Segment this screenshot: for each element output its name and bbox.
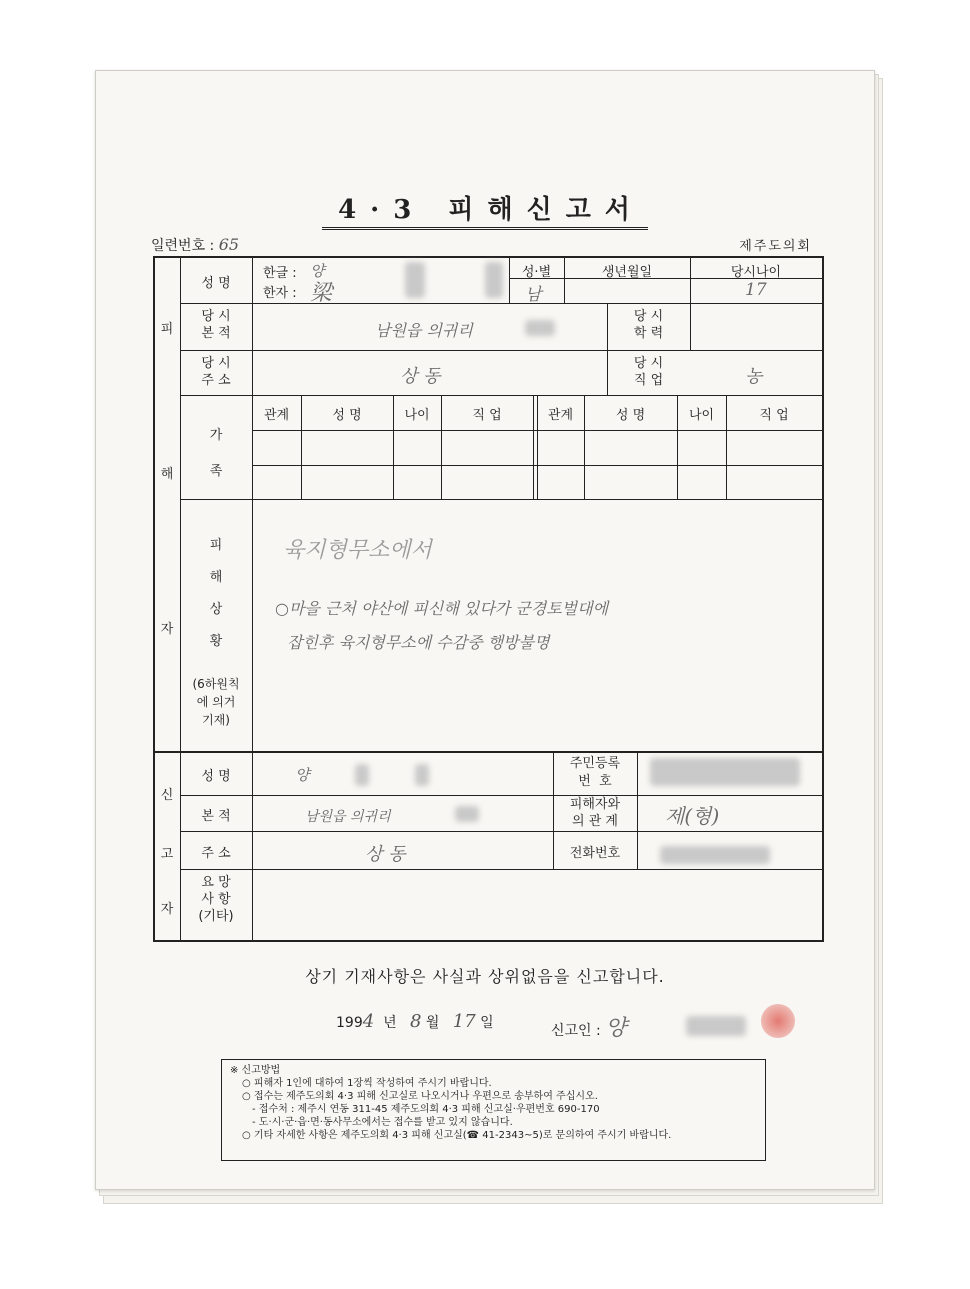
origin-label: 당 시 본 적 [201,309,231,341]
year-prefix: 199 [336,1015,363,1031]
year-digit: 4 [362,1011,375,1032]
redacted-phone [660,846,770,864]
notice-heading: ※ 신고방법 [230,1065,281,1076]
age-value: 17 [745,280,767,300]
day-label: 일 [480,1015,494,1031]
serial-label: 일련번호 : [151,238,215,254]
reporter-section-label [155,898,179,917]
family-header-job-2: 직 업 [759,408,789,423]
divider [180,350,822,351]
family-header-age: 나이 [404,408,430,423]
reg-number-label: 주민등록 번 호 [569,756,621,789]
redacted-name [405,262,425,298]
serial-value: 65 [218,235,240,254]
notice-line: - 접수처 : 제주시 연동 311-45 제주도의회 4·3 피해 신고실·우편번호 690-170 [252,1104,600,1115]
family-header-name: 성 명 [332,408,362,423]
hanja-label: 한자 : [263,286,297,301]
damage-label: 피 해 상 황 [209,538,223,649]
reporter-address-label: 주 소 [201,846,231,861]
council-name: 제주도의회 [739,239,812,254]
phone-label: 전화번호 [569,846,621,861]
family-header-name-2: 성 명 [615,408,646,423]
year-label: 년 [383,1015,397,1031]
age-label: 당시나이 [730,265,782,280]
reporter-label-char: 고 [160,847,174,862]
job-label: 당 시 직 업 [633,356,664,388]
damage-note: (6하원칙 에 의거 기재) [192,677,240,727]
education-label: 당 시 학 력 [633,309,664,341]
reporter-label-char: 자 [160,902,174,917]
victim-section-label [155,618,179,637]
redacted-address [525,320,555,336]
victim-section-label [155,318,179,337]
hangul-label: 한글 : [263,266,297,281]
month-value: 8 [409,1011,422,1032]
victim-label-char: 피 [160,322,174,337]
reporter-origin-label: 본 적 [201,809,231,824]
redacted-reporter-name [415,764,429,786]
family-header-age-2: 나이 [688,408,715,423]
notice-line: ○ 기타 자세한 사항은 제주도의회 4·3 피해 신고실(☎ 41-2343~5)로 문의하여 주시기 바랍니다. [242,1130,672,1141]
divider [180,795,822,796]
victim-hangul-name: 양 [310,262,325,280]
report-form-table [153,256,824,942]
request-label: 요 망 사 항 (기타) [198,875,234,924]
family-label: 가 족 [209,428,223,479]
report-sheet [95,70,875,1190]
reporter-label-char: 신 [160,788,174,803]
reporter-name: 양 [295,766,310,784]
victim-label-char: 해 [160,467,174,482]
birth-label: 생년월일 [601,265,653,280]
reporter-section-label [155,784,179,803]
sex-value: 남 [525,285,542,305]
address-value: 상 동 [400,366,441,387]
divider [252,258,253,940]
victim-hanja-name: 梁 [310,281,333,306]
relation-label: 피해자와 의 관 계 [569,797,621,829]
family-header-relation-2: 관계 [547,408,574,423]
divider [180,831,822,832]
damage-text-3: 잡힌후 육지형무소에 수감중 행방불명 [287,633,550,652]
sex-label: 성·별 [521,265,552,280]
declaration: 상기 기재사항은 사실과 상위없음을 신고합니다. [305,967,665,986]
reporter-sign-label: 신고인 : [551,1023,601,1039]
divider [637,751,638,869]
reporter-section-label [155,843,179,862]
job-value: 농 [745,366,763,387]
red-seal-stamp [761,1004,795,1038]
reporter-sign-name: 양 [605,1016,627,1041]
divider [180,499,822,500]
reporter-origin: 남원읍 의귀리 [305,809,391,825]
report-date [336,1011,494,1032]
address-label: 당 시 주 소 [201,356,231,388]
redacted-reporter-name [355,764,369,786]
reporter-address: 상 동 [365,844,406,865]
damage-text-2: ○마을 근처 야산에 피신해 있다가 군경토벌대에 [275,599,609,618]
serial-number [151,235,239,255]
reporter-signature [551,1011,626,1042]
month-label: 월 [425,1015,440,1031]
origin-value: 남원읍 의귀리 [375,321,473,340]
family-header-relation: 관계 [263,408,290,423]
notice-box [221,1059,766,1161]
relation-value: 제(형) [665,804,720,828]
redacted-signature [686,1016,746,1036]
damage-text-1: 육지형무소에서 [283,538,432,563]
divider [155,751,822,753]
victim-label-char: 자 [160,622,174,637]
divider [533,395,534,499]
day-value: 17 [452,1011,476,1032]
redacted-name [485,262,503,298]
victim-section-label [155,463,179,482]
notice-line: - 도·시·군·읍·면·동사무소에서는 접수를 받고 있지 않습니다. [252,1117,513,1128]
notice-line: ○ 피해자 1인에 대하여 1장씩 작성하여 주시기 바랍니다. [242,1078,492,1089]
divider [180,869,822,870]
victim-name-label: 성 명 [201,276,231,291]
divider [180,303,822,304]
redacted-reg-number [650,758,800,786]
reporter-name-label: 성 명 [201,769,231,784]
family-header-job: 직 업 [472,408,502,423]
notice-line: ○ 접수는 제주도의회 4·3 피해 신고실로 나오시거나 우편으로 송부하여 주십시오. [242,1091,598,1102]
redacted-reporter-origin [455,806,479,822]
form-title: 4·3 피해신고서 [96,189,874,226]
